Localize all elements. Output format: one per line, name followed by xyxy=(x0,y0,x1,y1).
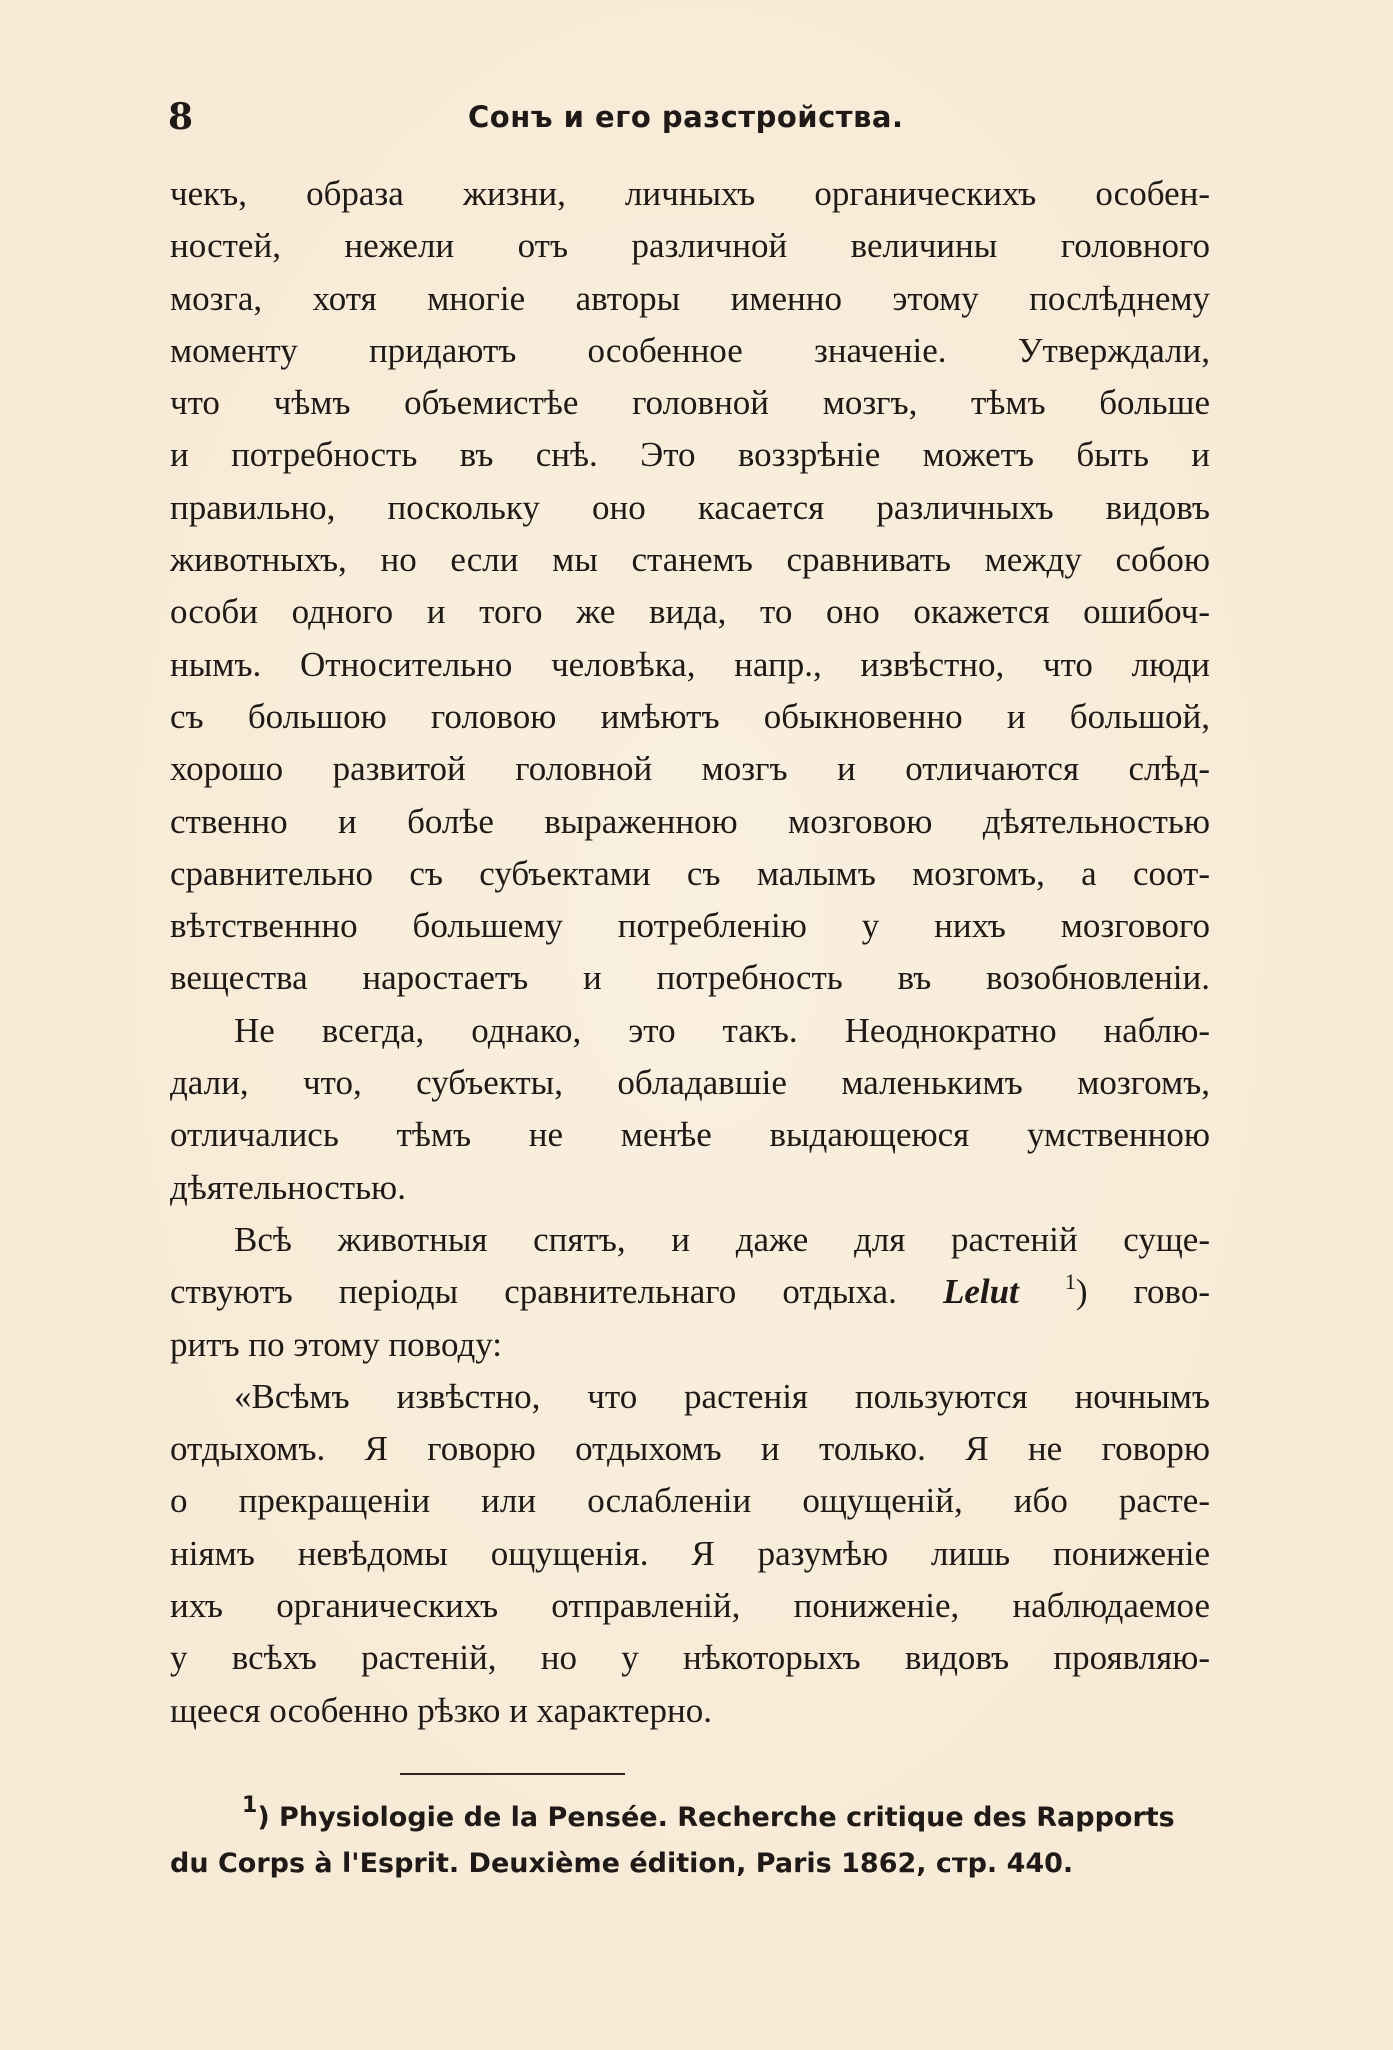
page-number: 8 xyxy=(168,96,194,138)
text-segment: ствуютъ періоды сравнительнаго отдыха. xyxy=(170,1272,897,1312)
text-line: вещества наростаетъ и потребность въ возобновленіи. xyxy=(170,958,1210,998)
text-line: Не всегда, однако, это такъ. Неоднократно наблю- xyxy=(234,1010,1210,1050)
text-line: Всѣ животныя спятъ, и даже для растеній суще- xyxy=(234,1219,1210,1259)
text-line: дѣятельностью. xyxy=(170,1167,406,1207)
text-line: животныхъ, но если мы станемъ сравнивать между собою xyxy=(170,540,1210,580)
text-line: ритъ по этому поводу: xyxy=(170,1324,503,1364)
text-line: ностей, нежели отъ различной величины головного xyxy=(170,226,1210,266)
text-line: нымъ. Относительно человѣка, напр., извѣстно, что люди xyxy=(170,644,1210,684)
text-line: и потребность въ снѣ. Это воззрѣніе можетъ быть и xyxy=(170,435,1210,475)
text-line: «Всѣмъ извѣстно, что растенія пользуются ночнымъ xyxy=(234,1376,1210,1416)
footnote-line xyxy=(170,1795,1215,1841)
author-name: Lelut xyxy=(942,1272,1019,1312)
footnote-reference[interactable]: 1 xyxy=(1064,1269,1076,1295)
footnote-divider xyxy=(400,1773,625,1775)
text-line: съ большою головою имѣютъ обыкновенно и большой, xyxy=(170,696,1210,736)
text-line: у всѣхъ растеній, но у нѣкоторыхъ видовъ проявляю- xyxy=(170,1638,1210,1678)
body-text xyxy=(170,168,1210,1737)
footnote-text: ) Physiologie de la Pensée. Recherche critique des Rapports xyxy=(257,1802,1175,1833)
running-title: Сонъ и его разстройства. xyxy=(468,100,904,134)
paragraph-3 xyxy=(170,1214,1210,1371)
text-line: щееся особенно рѣзко и характерно. xyxy=(170,1690,713,1730)
text-line: о прекращеніи или ослабленіи ощущеній, ибо расте- xyxy=(170,1481,1210,1521)
text-line: ственно и болѣе выраженною мозговою дѣятельностью xyxy=(170,801,1210,841)
footnote-line: du Corps à l'Esprit. Deuxième édition, Paris 1862, стр. 440. xyxy=(170,1848,1074,1879)
text-line: ихъ органическихъ отправленій, пониженіе, наблюдаемое xyxy=(170,1586,1210,1626)
paragraph-1 xyxy=(170,168,1210,1005)
paragraph-2 xyxy=(170,1005,1210,1214)
text-line: отличались тѣмъ не менѣе выдающеюся умственною xyxy=(170,1115,1210,1155)
text-line: чекъ, образа жизни, личныхъ органическихъ особен- xyxy=(170,174,1210,213)
footnote xyxy=(170,1795,1215,1887)
text-line: ніямъ невѣдомы ощущенія. Я разумѣю лишь пониженіе xyxy=(170,1533,1210,1573)
text-line: вѣтственнно большему потребленію у нихъ мозгового xyxy=(170,906,1210,946)
text-line-with-citation xyxy=(170,1266,1210,1318)
text-segment: ) гово- xyxy=(1075,1272,1210,1312)
text-line: отдыхомъ. Я говорю отдыхомъ и только. Я не говорю xyxy=(170,1429,1210,1469)
paragraph-4-quote xyxy=(170,1371,1210,1737)
text-line: правильно, поскольку оно касается различныхъ видовъ xyxy=(170,487,1210,527)
text-line: сравнительно съ субъектами съ малымъ мозгомъ, а соот- xyxy=(170,853,1210,893)
text-line: особи одного и того же вида, то оно окажется ошибоч- xyxy=(170,592,1210,632)
text-line: моменту придаютъ особенное значеніе. Утверждали, xyxy=(170,330,1210,370)
page-header xyxy=(168,96,1218,146)
footnote-marker: 1 xyxy=(242,1793,258,1818)
text-line: хорошо развитой головной мозгъ и отличаются слѣд- xyxy=(170,749,1210,789)
text-line: мозга, хотя многіе авторы именно этому послѣднему xyxy=(170,278,1210,318)
text-line: дали, что, субъекты, обладавшіе маленькимъ мозгомъ, xyxy=(170,1063,1210,1103)
text-line: что чѣмъ объемистѣе головной мозгъ, тѣмъ больше xyxy=(170,383,1210,423)
